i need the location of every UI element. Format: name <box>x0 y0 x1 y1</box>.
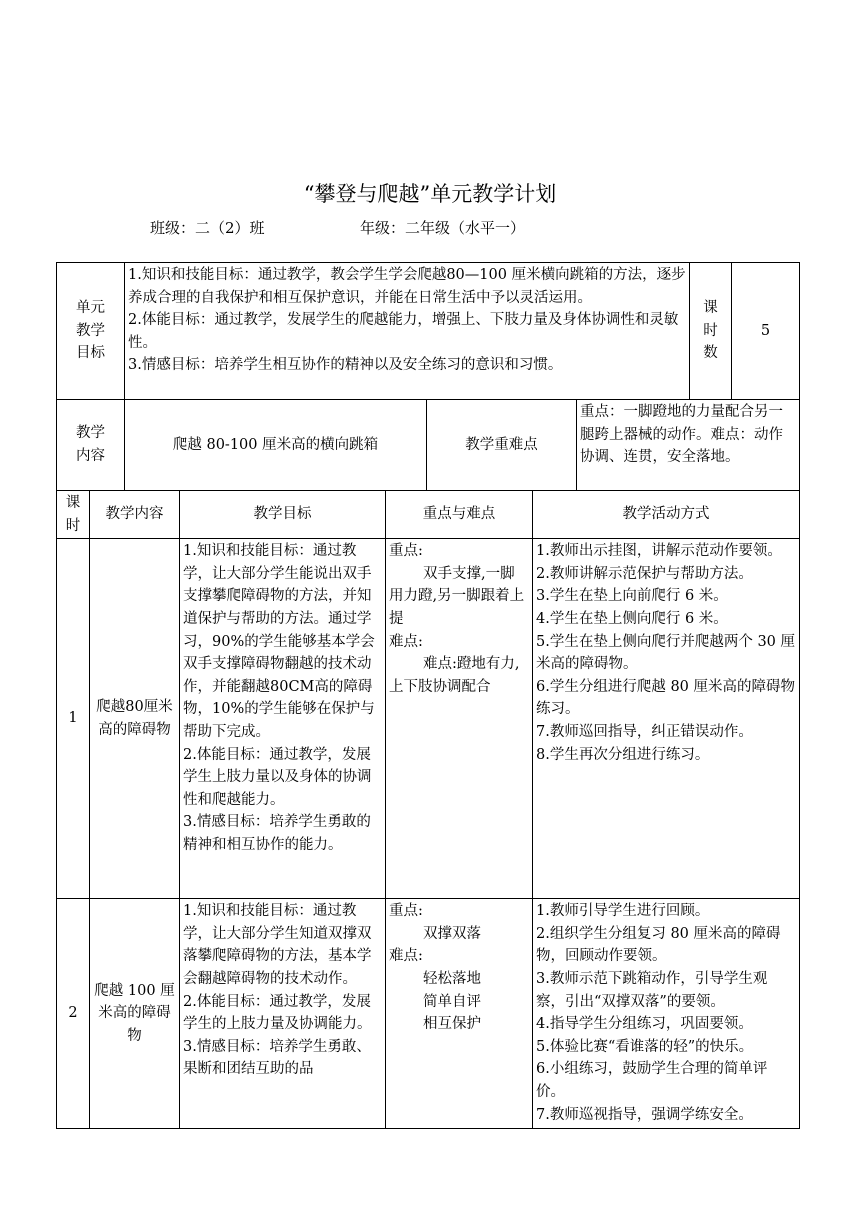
key-label: 重点: <box>389 543 423 560</box>
page-title: “攀登与爬越”单元教学计划 <box>303 182 557 206</box>
lesson-row <box>57 899 800 1129</box>
activity-item: 8.学生再次分组进行练习。 <box>536 746 710 763</box>
lesson-goal-item: 1.知识和技能目标：通过教学，让大部分学生能说出双手支撑攀爬障碍物的方法，并知道保护与帮助的方法。通过学习，90%的学生能够基本学会双手支撑障碍物翻越的技术动作，并能翻越80CM高的障碍物，10%的学生能够在保护与帮助下完成。 <box>183 543 375 740</box>
lesson-goals <box>180 539 386 899</box>
difficulty-text: 难点:蹬地有力,上下肢协调配合 <box>389 656 520 695</box>
header-goal: 教学目标 <box>180 491 386 539</box>
difficulty-item: 轻松落地 <box>423 970 481 987</box>
lesson-goal-item: 2.体能目标：通过教学，发展学生的上肢力量及协调能力。 <box>183 993 372 1033</box>
activity-item: 1.教师出示挂图，讲解示范动作要领。 <box>536 543 782 560</box>
unit-goal-item: 1.知识和技能目标：通过教学，教会学生学会爬越80—100 厘米横向跳箱的方法，逐步养成合理的自我保护和相互保护意识，并能在日常生活中予以灵活运用。 <box>128 267 686 306</box>
class-label: 班级：二（2）班 <box>150 219 265 237</box>
unit-goals-table <box>56 262 800 400</box>
lesson-activities <box>533 899 800 1129</box>
activity-item: 2.组织学生分组复习 80 厘米高的障碍物，回顾动作要领。 <box>536 925 781 965</box>
key-text: 双手支撑,一脚用力蹬,另一脚跟着上提 <box>389 565 525 627</box>
unit-goal-item: 2.体能目标：通过教学，发展学生的爬越能力，增强上、下肢力量及身体协调性和灵敏性。 <box>128 312 679 351</box>
activity-item: 3.教师示范下跳箱动作，引导学生观察，引出“双撑双落”的要领。 <box>536 970 768 1010</box>
lesson-content: 爬越 100 厘米高的障碍物 <box>90 899 180 1129</box>
difficulty-item: 相互保护 <box>423 1016 481 1033</box>
activity-item: 7.教师巡回指导，纠正错误动作。 <box>536 723 753 740</box>
grade-label: 年级：二年级（水平一） <box>360 219 526 237</box>
key-label: 重点: <box>389 903 423 920</box>
lesson-period: 2 <box>57 899 90 1129</box>
lessons-table <box>56 490 800 1129</box>
activity-item: 4.指导学生分组练习，巩固要领。 <box>536 1016 753 1033</box>
lesson-row <box>57 539 800 899</box>
lesson-activities <box>533 539 800 899</box>
activity-item: 6.小组练习，鼓励学生合理的简单评价。 <box>536 1061 768 1100</box>
activity-item: 2.教师讲解示范保护与帮助方法。 <box>536 565 753 582</box>
key-text: 双撑双落 <box>423 925 481 942</box>
activity-item: 5.学生在垫上侧向爬行并爬越两个 30 厘米高的障碍物。 <box>536 633 796 673</box>
activity-item: 1.教师引导学生进行回顾。 <box>536 903 710 920</box>
key-points-text: 重点：一脚蹬地的力量配合另一腿跨上器械的动作。难点：动作协调、连贯，安全落地。 <box>577 400 800 491</box>
difficulty-label: 难点: <box>389 948 423 965</box>
lesson-goal-item: 3.情感目标：培养学生勇敢的精神和相互协作的能力。 <box>183 814 371 853</box>
content-label: 教学 内容 <box>57 400 125 491</box>
key-points-label: 教学重难点 <box>427 400 577 491</box>
hours-label: 课 时 数 <box>690 263 732 400</box>
lesson-goals <box>180 899 386 1129</box>
lesson-content: 爬越80厘米高的障碍物 <box>90 539 180 899</box>
header-content: 教学内容 <box>90 491 180 539</box>
lesson-key-points <box>386 899 533 1129</box>
unit-goal-label: 单元 教学 目标 <box>57 263 125 400</box>
header-key: 重点与难点 <box>386 491 533 539</box>
lesson-goal-item: 1.知识和技能目标：通过教学，让大部分学生知道双撑双落攀爬障碍物的方法，基本学会翻越障碍物的技术动作。 <box>183 903 372 987</box>
activity-item: 6.学生分组进行爬越 80 厘米高的障碍物练习。 <box>536 678 796 718</box>
unit-goals <box>125 263 690 400</box>
difficulty-label: 难点: <box>389 633 423 650</box>
content-text: 爬越 80-100 厘米高的横向跳箱 <box>125 400 427 491</box>
header-row <box>57 491 800 539</box>
teaching-content-table <box>56 399 800 491</box>
hours-value: 5 <box>732 263 800 400</box>
header-activity: 教学活动方式 <box>533 491 800 539</box>
lesson-goal-item: 3.情感目标：培养学生勇敢、果断和团结互助的品 <box>183 1038 371 1078</box>
activity-item: 4.学生在垫上侧向爬行 6 米。 <box>536 610 728 627</box>
activity-item: 5.体验比赛“看谁落的轻”的快乐。 <box>536 1038 754 1055</box>
activity-item: 3.学生在垫上向前爬行 6 米。 <box>536 588 728 605</box>
unit-goal-item: 3.情感目标：培养学生相互协作的精神以及安全练习的意识和习惯。 <box>128 357 563 374</box>
difficulty-item: 简单自评 <box>423 993 481 1010</box>
lesson-goal-item: 2.体能目标：通过教学，发展学生上肢力量以及身体的协调性和爬越能力。 <box>183 746 372 808</box>
activity-item: 7.教师巡视指导，强调学练安全。 <box>536 1106 753 1123</box>
lesson-key-points <box>386 539 533 899</box>
header-period: 课 时 <box>57 491 90 539</box>
lesson-period: 1 <box>57 539 90 899</box>
